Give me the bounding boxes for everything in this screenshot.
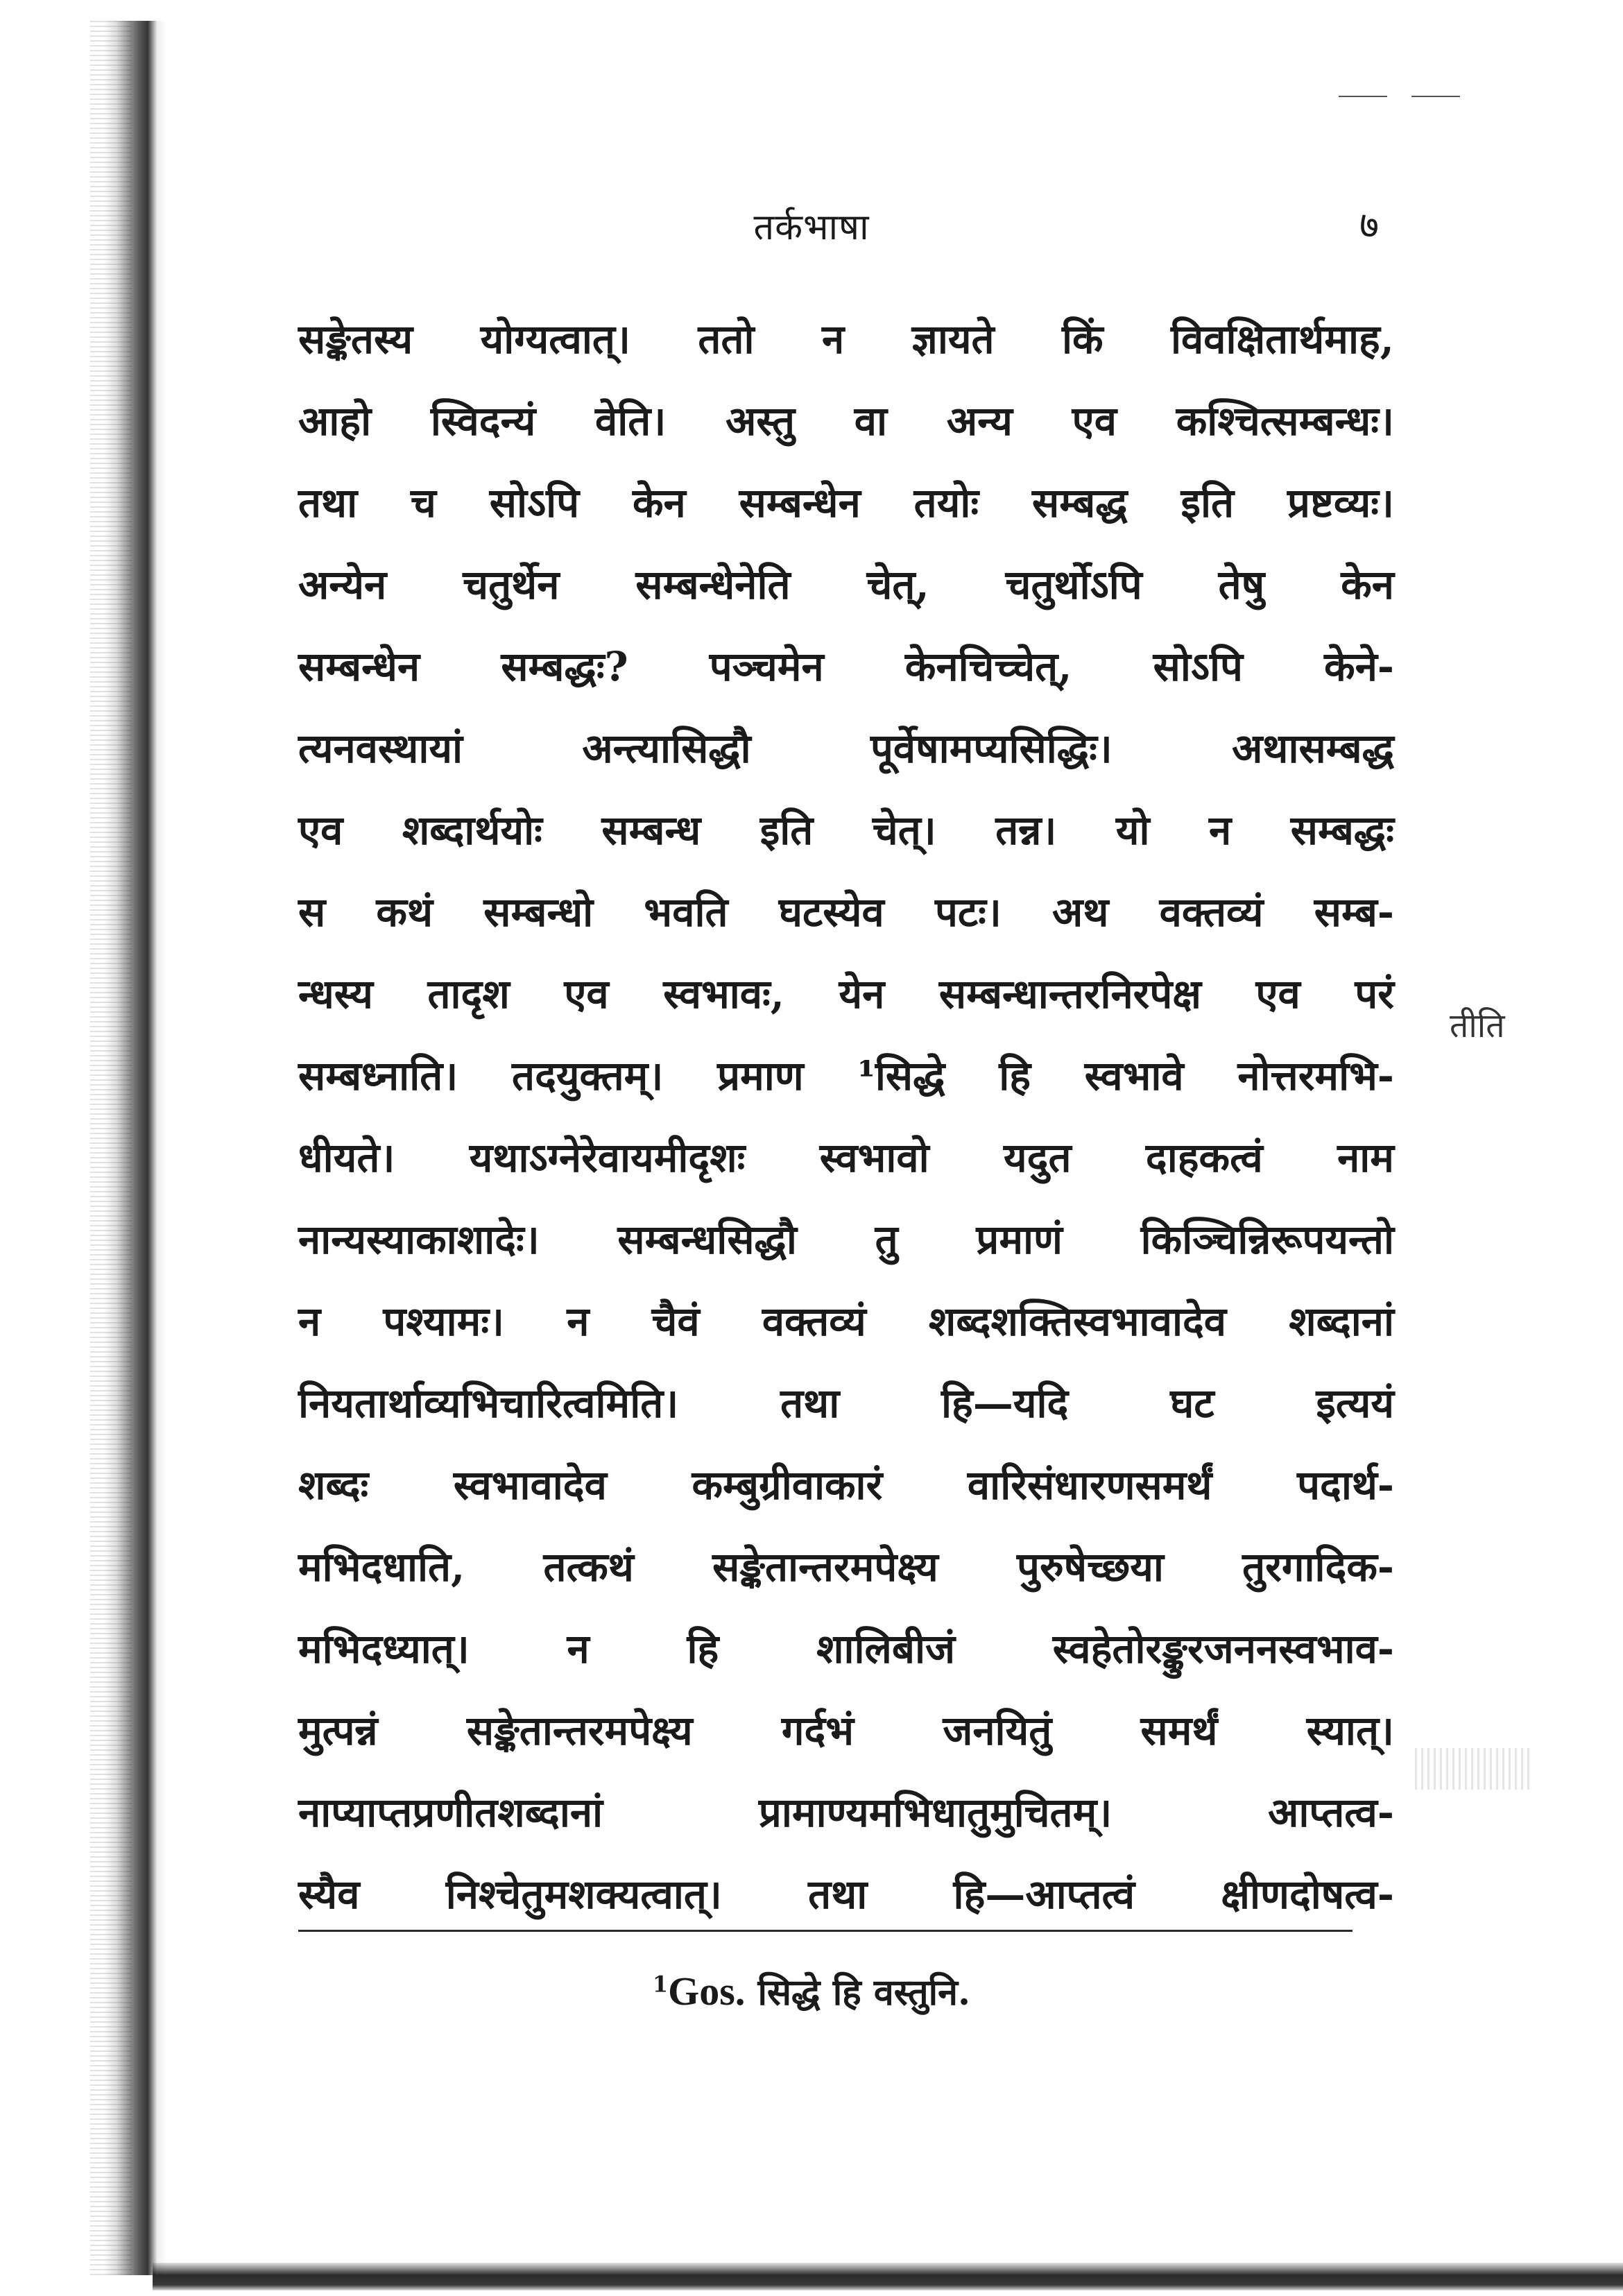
- text-line: नियतार्थाव्यभिचारित्वमिति। तथा हि—यदि घट इत्ययं: [298, 1380, 1394, 1427]
- text-line: त्यनवस्थायां अन्त्यासिद्धौ पूर्वेषामप्यसिद्धिः। अथासम्बद्ध: [298, 725, 1394, 772]
- text-line: शब्दः स्वभावादेव कम्बुग्रीवाकारं वारिसंधारणसमर्थं पदार्थ-: [298, 1462, 1394, 1509]
- text-line: अन्येन चतुर्थेन सम्बन्धेनेति चेत्, चतुर्थोऽपि तेषु केन: [298, 561, 1394, 608]
- footnote-divider: [298, 1930, 1352, 1932]
- text-line: मुत्पन्नं सङ्केतान्तरमपेक्ष्य गर्दभं जनयितुं समर्थं स्यात्।: [298, 1707, 1394, 1754]
- footnote-text: सिद्धे हि वस्तुनि.: [757, 1971, 971, 2014]
- text-line: तथा च सोऽपि केन सम्बन्धेन तयोः सम्बद्ध इति प्रष्टव्यः।: [298, 479, 1394, 526]
- text-line: न्धस्य तादृश एव स्वभावः, येन सम्बन्धान्तरनिरपेक्ष एव परं: [298, 970, 1394, 1018]
- text-line: एव शब्दार्थयोः सम्बन्ध इति चेत्। तन्न। यो न सम्बद्धः: [298, 807, 1394, 854]
- text-line: सम्बन्धेन सम्बद्धः? पञ्चमेन केनचिच्चेत्, सोऽपि केने-: [298, 643, 1394, 690]
- page-binding-edge: [104, 21, 166, 2275]
- text-line: न पश्यामः। न चैवं वक्तव्यं शब्दशक्तिस्वभावादेव शब्दानां: [298, 1298, 1394, 1345]
- text-line: स्यैव निश्चेतुमशक्यत्वात्। तथा हि—आप्तत्वं क्षीणदोषत्व-: [298, 1871, 1394, 1918]
- scan-mark: [1411, 96, 1460, 97]
- text-line: नान्यस्याकाशादेः। सम्बन्धसिद्धौ तु प्रमाणं किञ्चिन्निरूपयन्तो: [298, 1216, 1394, 1263]
- text-line: धीयते। यथाऽग्नेरेवायमीदृशः स्वभावो यदुत दाहकत्वं नाम: [298, 1134, 1394, 1181]
- text-line: नाप्याप्तप्रणीतशब्दानां प्रामाण्यमभिधातुमुचितम्। आप्तत्व-: [298, 1789, 1394, 1836]
- margin-smudge: [1415, 1748, 1533, 1790]
- scan-mark: [1339, 96, 1387, 97]
- text-line: मभिदध्यात्। न हि शालिबीजं स्वहेतोरङ्कुरजननस्वभाव-: [298, 1625, 1394, 1672]
- page-bottom-edge: [153, 2263, 1623, 2290]
- text-line: सङ्केतस्य योग्यत्वात्। ततो न ज्ञायते किं विवक्षितार्थमाह,: [298, 316, 1394, 363]
- main-text-block: [298, 298, 1394, 1935]
- footnote-abbreviation: Gos.: [668, 1969, 746, 2014]
- text-line: सम्बध्नाति। तदयुक्तम्। प्रमाण ¹सिद्धे हि स्वभावे नोत्तरमभि-: [298, 1052, 1394, 1099]
- footnote-marker: 1: [652, 1971, 669, 1998]
- text-line: मभिदधाति, तत्कथं सङ्केतान्तरमपेक्ष्य पुरुषेच्छया तुरगादिक-: [298, 1543, 1394, 1591]
- footnote: [0, 1967, 1623, 2016]
- margin-annotation: तीति: [1450, 1006, 1505, 1045]
- text-line: आहो स्विदन्यं वेति। अस्तु वा अन्य एव कश्चित्सम्बन्धः।: [298, 397, 1394, 445]
- running-header-title: तर्कभाषा: [753, 207, 870, 248]
- text-line: स कथं सम्बन्धो भवति घटस्येव पटः। अथ वक्तव्यं सम्ब-: [298, 889, 1394, 936]
- page-number: ७: [1359, 203, 1380, 247]
